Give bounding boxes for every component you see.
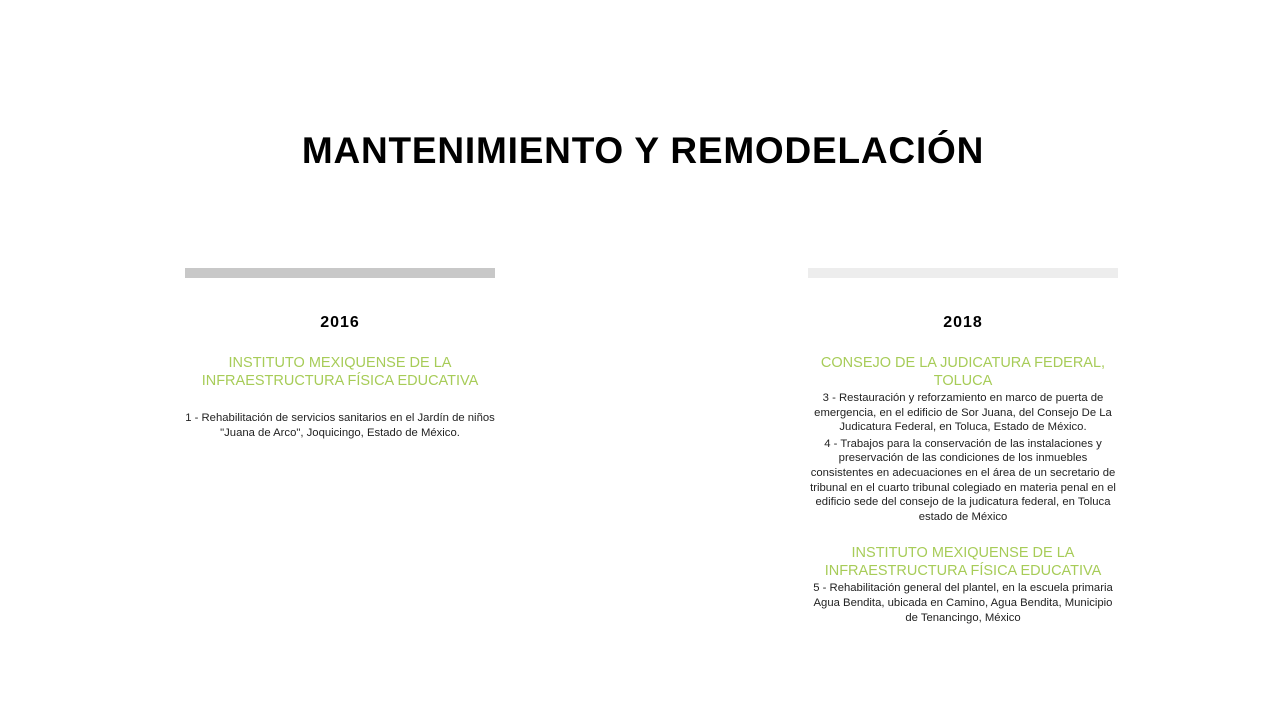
institution-title: CONSEJO DE LA JUDICATURA FEDERAL, TOLUCA <box>820 355 1106 389</box>
year-label: 2016 <box>320 314 360 331</box>
project-item: 4 - Trabajos para la conservación de las instalaciones y preservación de las condiciones de los inmuebles consistentes en adecuaciones en el área de un secretario de tribunal en el cuarto tribunal colegiado en materia penal en el edificio sede del consejo de la judicatura federal, en Toluca estado de México <box>810 437 1116 523</box>
institution-title: INSTITUTO MEXIQUENSE DE LA INFRAESTRUCTURA FÍSICA EDUCATIVA <box>201 355 479 389</box>
project-item: 1 - Rehabilitación de servicios sanitarios en el Jardín de niños "Juana de Arco", Joquicingo, Estado de México. <box>185 412 495 439</box>
project-item: 5 - Rehabilitación general del plantel, en la escuela primaria Agua Bendita, ubicada en Camino, Agua Bendita, Municipio de Tenancingo, México <box>813 582 1113 624</box>
institution-title: INSTITUTO MEXIQUENSE DE LA INFRAESTRUCTURA FÍSICA EDUCATIVA <box>824 545 1102 580</box>
timeline-bar-2016 <box>185 268 495 278</box>
project-item: 3 - Restauración y reforzamiento en marco de puerta de emergencia, en el edificio de Sor Juana, del Consejo De La Judicatura Federal, en Toluca, Estado de México. <box>814 392 1112 434</box>
column-2016 <box>185 268 495 440</box>
timeline-bar-2018 <box>808 268 1118 278</box>
column-2018 <box>808 268 1118 625</box>
year-label: 2018 <box>943 314 983 331</box>
page-title: MANTENIMIENTO Y REMODELACIÓN <box>301 130 985 171</box>
